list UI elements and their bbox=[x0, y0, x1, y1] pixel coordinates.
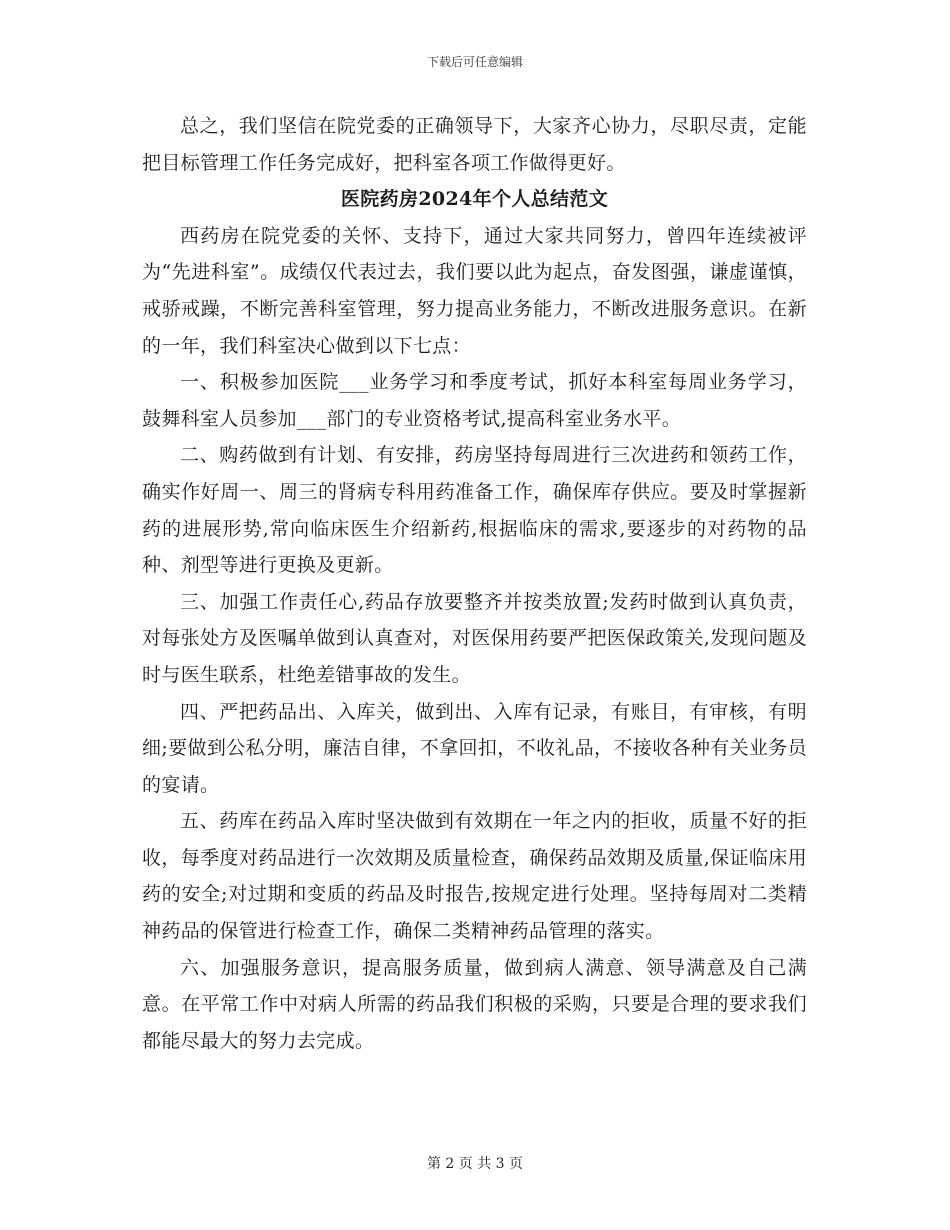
paragraph-item-6: 六、加强服务意识，提高服务质量，做到病人满意、领导满意及自己满意。在平常工作中对病人所需的药品我们积极的采购，只要是合理的要求我们都能尽最大的努力去完成。 bbox=[142, 956, 807, 1052]
document-title: 医院药房2024年个人总结范文 bbox=[340, 188, 609, 211]
intro-paragraph: 总之，我们坚信在院党委的正确领导下，大家齐心协力，尽职尽责，定能把目标管理工作任务完成好，把科室各项工作做得更好。 bbox=[142, 115, 807, 174]
paragraph-item-2: 二、购药做到有计划、有安排，药房坚持每周进行三次进药和领药工作，确实作好周一、周三的肾病专科用药准备工作，确保库存供应。要及时掌握新药的进展形势,常向临床医生介绍新药,根据临床的需求,要逐步的对药物的品种、剂型等进行更换及更新。 bbox=[142, 444, 807, 577]
page-header-note: 下载后可任意编辑 bbox=[426, 55, 523, 69]
document-body bbox=[142, 108, 807, 1059]
paragraph-item-1: 一、积极参加医院___业务学习和季度考试，抓好本科室每周业务学习，鼓舞科室人员参加___部门的专业资格考试,提高科室业务水平。 bbox=[142, 371, 807, 430]
paragraph-item-5: 五、药库在药品入库时坚决做到有效期在一年之内的拒收，质量不好的拒收，每季度对药品进行一次效期及质量检查，确保药品效期及质量,保证临床用药的安全;对过期和变质的药品及时报告,按规定进行处理。坚持每周对二类精神药品的保管进行检查工作，确保二类精神药品管理的落实。 bbox=[142, 810, 807, 943]
paragraph-item-4: 四、严把药品出、入库关，做到出、入库有记录，有账目，有审核，有明细;要做到公私分明，廉洁自律，不拿回扣，不收礼品，不接收各种有关业务员的宴请。 bbox=[142, 700, 807, 796]
paragraph-item-3: 三、加强工作责任心,药品存放要整齐并按类放置;发药时做到认真负责，对每张处方及医嘱单做到认真查对，对医保用药要严把医保政策关,发现问题及时与医生联系，杜绝差错事故的发生。 bbox=[142, 590, 807, 686]
paragraph-preface: 西药房在院党委的关怀、支持下，通过大家共同努力，曾四年连续被评为“先进科室”。成绩仅代表过去，我们要以此为起点，奋发图强，谦虚谨慎，戒骄戒躁，不断完善科室管理，努力提高业务能力，不断改进服务意识。在新的一年，我们科室决心做到以下七点： bbox=[142, 224, 807, 357]
page-number: 第 2 页 共 3 页 bbox=[426, 1156, 524, 1172]
